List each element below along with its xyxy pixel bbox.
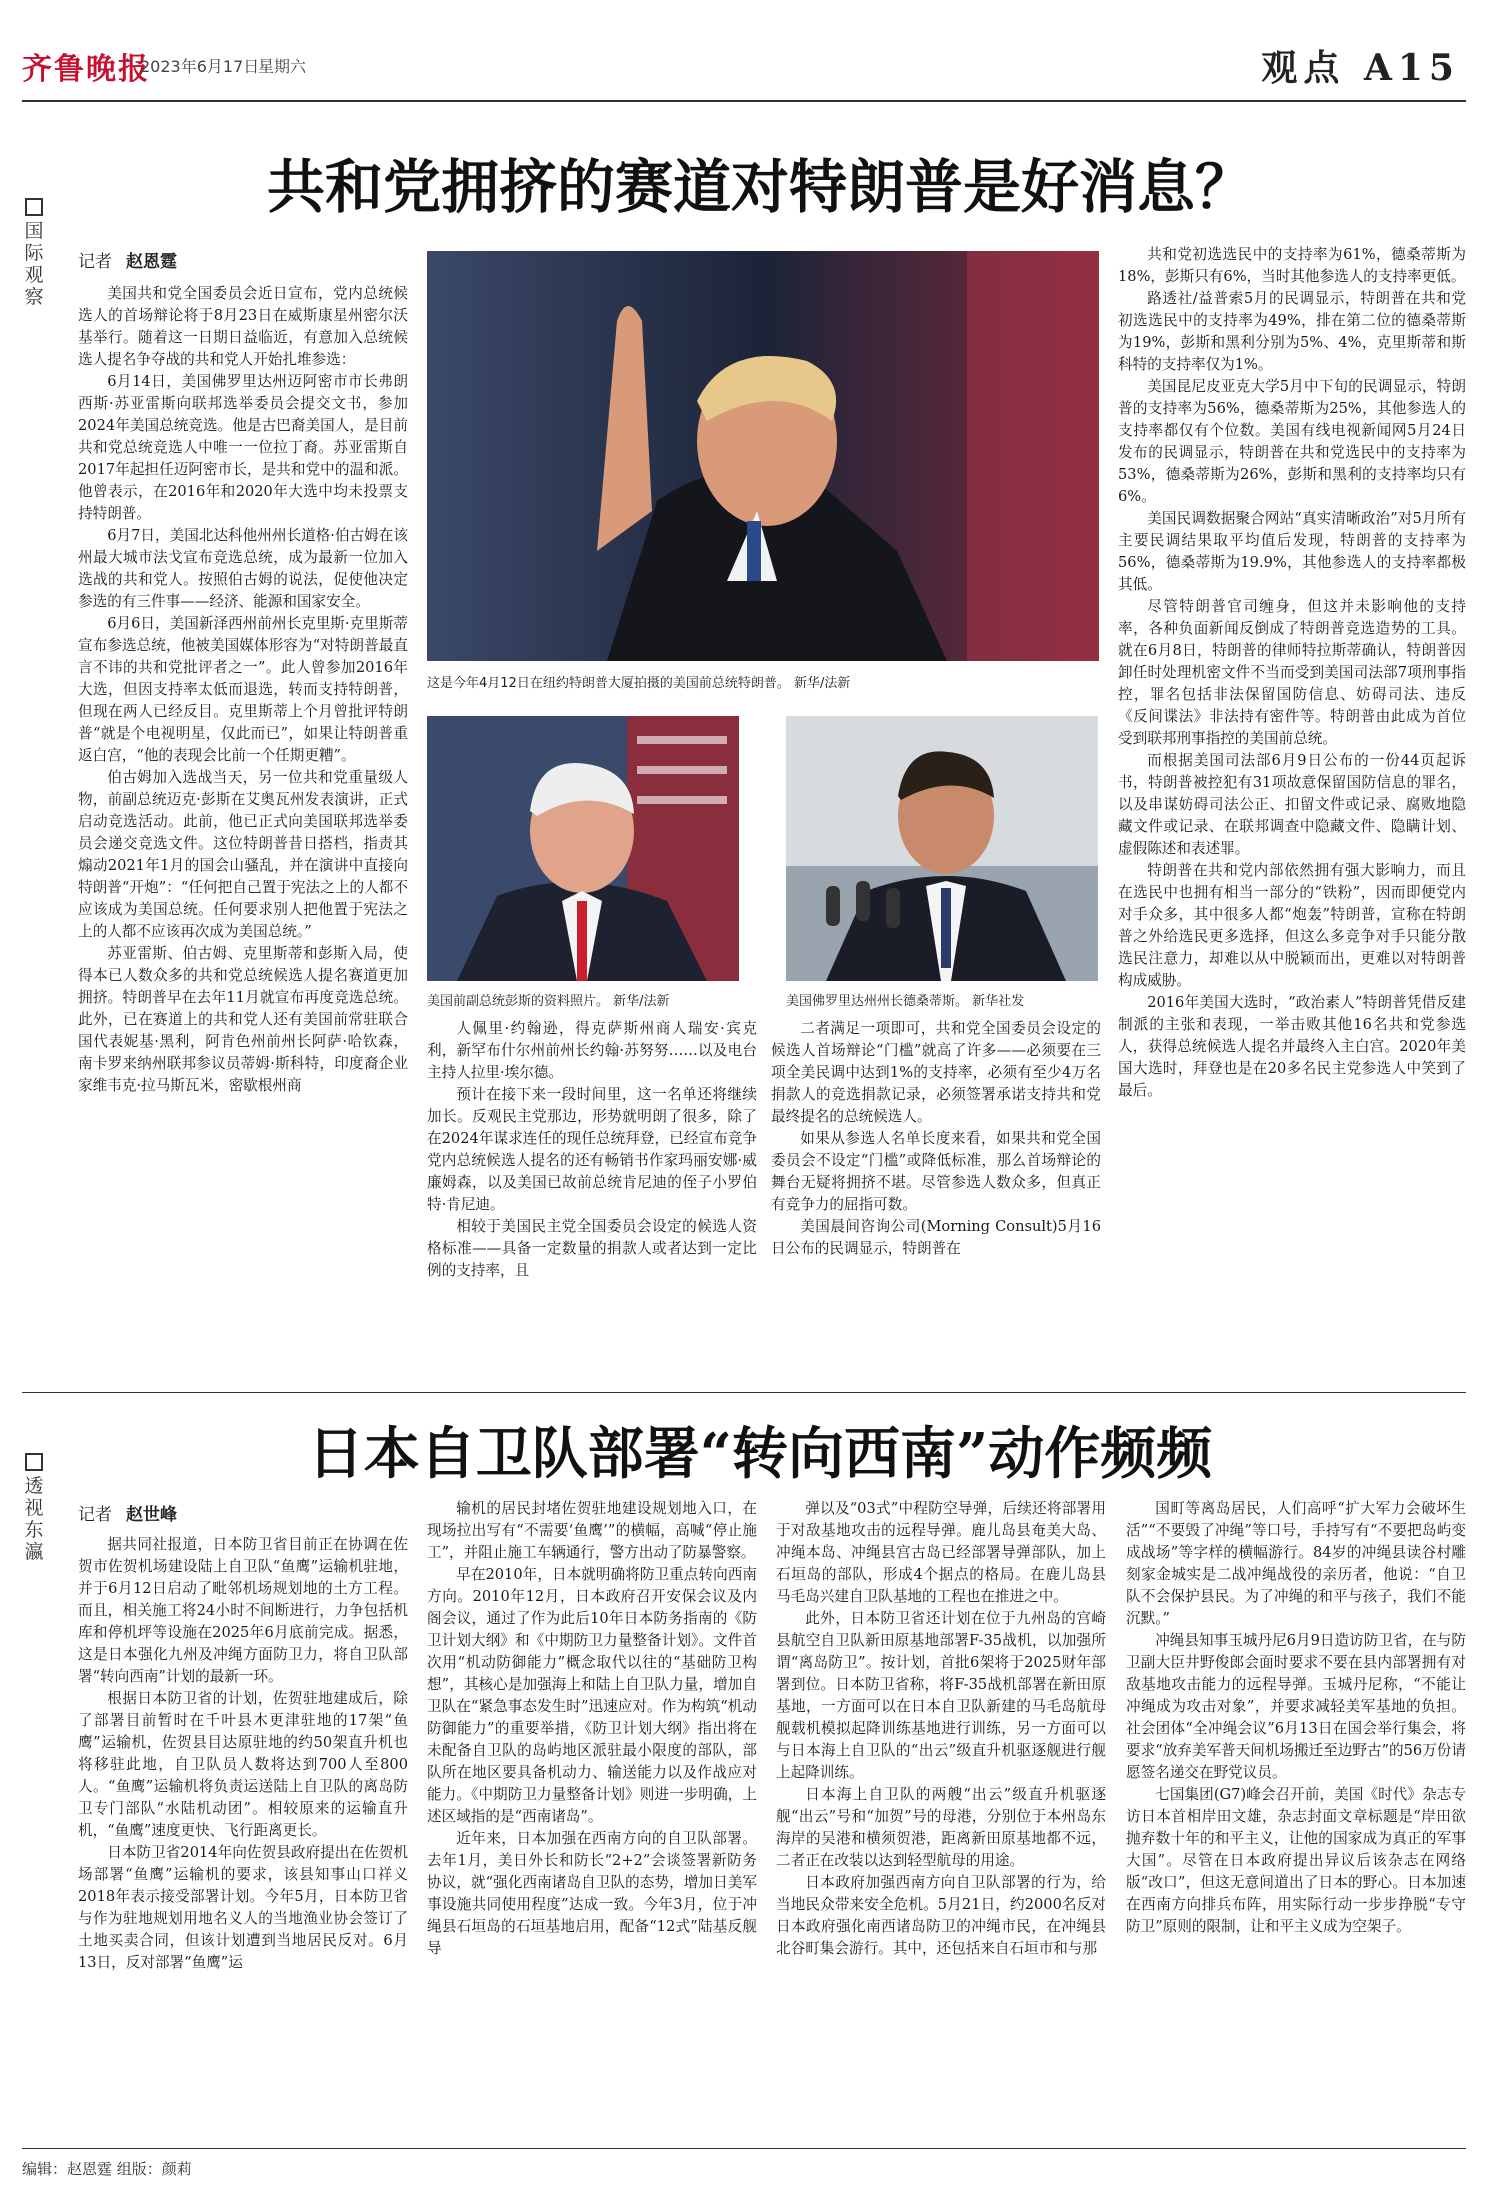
paragraph: 日本防卫省2014年向佐贺县政府提出在佐贺机场部署“鱼鹰”运输机的要求，该县知事山口祥义2018年表示接受部署计划。今年5月，日本防卫省与作为驻地规划用地名义人的当地渔业协会签订了土地买卖合同，但该计划遭到当地居民反对。6月13日，反对部署“鱼鹰”运 bbox=[78, 1844, 408, 1971]
byline-label: 记者 bbox=[78, 252, 112, 272]
paragraph: 相较于美国民主党全国委员会设定的候选人资格标准——具备一定数量的捐款人或者达到一定比例的支持率，且 bbox=[427, 1218, 757, 1279]
paragraph: 早在2010年，日本就明确将防卫重点转向西南方向。2010年12月，日本政府召开安保会议及内阁会议，通过了作为此后10年日本防务指南的《防卫计划大纲》和《中期防卫力量整备计划》。文件首次用“机动防御能力”概念取代以往的“基础防卫构想”，其核心是加强海上和陆上自卫队力量，增加自卫队在“紧急事态发生时”迅速应对。作为构筑“机动防御能力”的重要举措，《防卫计划大纲》指出将在未配备自卫队的岛屿地区派驻最小限度的部队，部队所在地区要具备机动力、输送能力以及作战应对能力。《中期防卫力量整备计划》则进一步明确，上述区域指的是“西南诸岛”。 bbox=[427, 1566, 757, 1825]
byline-name: 赵世峰 bbox=[126, 1505, 177, 1525]
paragraph: 6月6日，美国新泽西州前州长克里斯·克里斯蒂宣布参选总统，他被美国媒体形容为“对特朗普最直言不讳的共和党批评者之一”。此人曾参加2016年大选，但因支持率太低而退选，转而支持特朗普，但现在两人已经反目。克里斯蒂上个月曾批评特朗普“就是个电视明星，仅此而已”，如果让特朗普重返白宫，“他的表现会比前一个任期更糟”。 bbox=[78, 615, 408, 764]
photo-pence bbox=[427, 716, 739, 981]
article1-column-4 bbox=[1118, 244, 1466, 1384]
newspaper-logo: 齐鲁晚报 bbox=[22, 52, 150, 87]
photo-pence-caption: 美国前副总统彭斯的资料照片。 新华/法新 bbox=[427, 994, 670, 1009]
paragraph: 七国集团(G7)峰会召开前，美国《时代》杂志专访日本首相岸田文雄，杂志封面文章标题是“岸田欲抛弃数十年的和平主义，让他的国家成为真正的军事大国”。尽管在日本政府提出异议后该杂志在网络版“改口”，但这无意间道出了日本的野心。日本加速在西南方向排兵布阵，用实际行动一步步挣脱“专守防卫”原则的限制，让和平主义成为空架子。 bbox=[1126, 1786, 1466, 1935]
paragraph: 据共同社报道，日本防卫省目前正在协调在佐贺市佐贺机场建设陆上自卫队“鱼鹰”运输机驻地，并于6月12日启动了毗邻机场规划地的土方工程。而且，相关施工将24小时不间断进行，力争包括机库和停机坪等设施在2025年6月底前完成。据悉，这是日本强化九州及冲绳方面防卫力，将自卫队部署“转向西南”计划的最新一环。 bbox=[78, 1536, 408, 1685]
byline-label: 记者 bbox=[78, 1505, 112, 1525]
paragraph: 尽管特朗普官司缠身，但这并未影响他的支持率，各种负面新闻反倒成了特朗普竞选造势的工具。就在6月8日，特朗普的律师特拉斯蒂确认，特朗普因卸任时处理机密文件不当而受到美国司法部7项刑事指控，罪名包括非法保留国防信息、妨碍司法、违反《反间谍法》非法持有密件等。特朗普由此成为首位受到联邦刑事指控的美国前总统。 bbox=[1118, 598, 1466, 747]
paragraph: 人佩里·约翰逊，得克萨斯州商人瑞安·宾克利，新罕布什尔州前州长约翰·苏努努……以及电台主持人拉里·埃尔德。 bbox=[427, 1020, 757, 1081]
paragraph: 预计在接下来一段时间里，这一名单还将继续加长。反观民主党那边，形势就明朗了很多，除了在2024年谋求连任的现任总统拜登，已经宣布竞争党内总统候选人提名的还有畅销书作家玛丽安娜·威廉姆森，以及美国已故前总统肯尼迪的侄子小罗伯特·肯尼迪。 bbox=[427, 1086, 757, 1213]
article2-byline bbox=[78, 1500, 177, 1525]
paragraph: 苏亚雷斯、伯古姆、克里斯蒂和彭斯入局，使得本已人数众多的共和党总统候选人提名赛道更加拥挤。特朗普早在去年11月就宣布再度竞选总统。此外，已在赛道上的共和党人还有美国前常驻联合国代表妮基·黑利，阿肯色州前州长阿萨·哈钦森，南卡罗来纳州联邦参议员蒂姆·斯科特，印度裔企业家维韦克·拉马斯瓦米，密歇根州商 bbox=[78, 945, 408, 1094]
paragraph: 日本政府加强西南方向自卫队部署的行为，给当地民众带来安全危机。5月21日，约2000名反对日本政府强化南西诸岛防卫的冲绳市民，在冲绳县北谷町集会游行。其中，还包括来自石垣市和与那 bbox=[776, 1874, 1106, 1957]
section-page-label: 观点 A15 bbox=[1261, 47, 1460, 89]
article1-byline bbox=[78, 247, 177, 272]
paragraph: 国町等离岛居民，人们高呼“扩大军力会破坏生活”“不要毁了冲绳”等口号，手持写有“不要把岛屿变成战场”等字样的横幅游行。84岁的冲绳县读谷村雕刻家金城实是二战冲绳战役的亲历者，他说：“自卫队不会保护县民。为了冲绳的和平与孩子，我们不能沉默。” bbox=[1126, 1500, 1466, 1627]
paragraph: 此外，日本防卫省还计划在位于九州岛的宫崎县航空自卫队新田原基地部署F-35战机，以加强所谓“离岛防卫”。按计划，首批6架将于2025财年部署到位。日本防卫省称，将F-35战机部署在新田原基地，一方面可以在日本自卫队新建的马毛岛航母舰载机模拟起降训练基地进行训练，另一方面可以与日本海上自卫队的“出云”级直升机驱逐舰进行舰上起降训练。 bbox=[776, 1610, 1106, 1781]
paragraph: 而根据美国司法部6月9日公布的一份44页起诉书，特朗普被控犯有31项故意保留国防信息的罪名，以及串谋妨碍司法公正、扣留文件或记录、腐败地隐藏文件或记录、在联邦调查中隐藏文件、隐瞒计划、虚假陈述和表述罪。 bbox=[1118, 752, 1466, 857]
paragraph: 弹以及“03式”中程防空导弹，后续还将部署用于对敌基地攻击的远程导弹。鹿儿岛县奄美大岛、冲绳本岛、冲绳县宫古岛已经部署导弹部队，加上石垣岛的部队，形成4个据点的格局。在鹿儿岛县马毛岛兴建自卫队基地的工程也在推进之中。 bbox=[776, 1500, 1106, 1605]
paragraph: 如果从参选人名单长度来看，如果共和党全国委员会不设定“门槛”或降低标准，那么首场辩论的舞台无疑将拥挤不堪。尽管参选人数众多，但真正有竞争力的屈指可数。 bbox=[771, 1130, 1101, 1213]
paragraph: 根据日本防卫省的计划，佐贺驻地建成后，除了部署目前暂时在千叶县木更津驻地的17架“鱼鹰”运输机，佐贺县目达原驻地的约50架直升机也将移驻此地，自卫队员人数将达到700人至800人。“鱼鹰”运输机将负责运送陆上自卫队的离岛防卫专门部队“水陆机动团”。相较原来的运输直升机，“鱼鹰”速度更快、飞行距离更长。 bbox=[78, 1690, 408, 1839]
issue-date: 2023年6月17日 bbox=[140, 57, 260, 76]
paragraph: 6月7日，美国北达科他州州长道格·伯古姆在该州最大城市法戈宣布竞选总统，成为最新一位加入选战的共和党人。按照伯古姆的说法，促使他决定参选的有三件事——经济、能源和国家安全。 bbox=[78, 527, 408, 610]
paragraph: 二者满足一项即可，共和党全国委员会设定的候选人首场辩论“门槛”就高了许多——必须要在三项全美民调中达到1%的支持率，必须有至少4万名捐款人的竞选捐款记录，必须签署承诺支持共和党最终提名的总统候选人。 bbox=[771, 1020, 1101, 1125]
paragraph: 美国民调数据聚合网站“真实清晰政治”对5月所有主要民调结果取平均值后发现，特朗普的支持率为56%，德桑蒂斯为19.9%，其他参选人的支持率都极其低。 bbox=[1118, 510, 1466, 593]
photo-desantis-caption: 美国佛罗里达州州长德桑蒂斯。 新华社发 bbox=[786, 994, 1025, 1009]
photo-trump bbox=[427, 251, 1099, 661]
paragraph: 美国晨间咨询公司(Morning Consult)5月16日公布的民调显示，特朗普在 bbox=[771, 1218, 1101, 1257]
paragraph: 冲绳县知事玉城丹尼6月9日造访防卫省，在与防卫副大臣井野俊郎会面时要求不要在县内部署拥有对敌基地攻击能力的远程导弹。玉城丹尼称，“不能让冲绳成为攻击对象”，并要求减轻美军基地的负担。社会团体“全冲绳会议”6月13日在国会举行集会，将要求“放弃美军普天间机场搬迁至边野古”的56万份请愿签名递交在野党议员。 bbox=[1126, 1632, 1466, 1781]
article2-tag-text: 透 视 东 瀛 bbox=[24, 1475, 44, 1563]
article1-headline: 共和党拥挤的赛道对特朗普是好消息？ bbox=[266, 153, 1253, 221]
photo-desantis bbox=[786, 716, 1098, 981]
byline-name: 赵恩霆 bbox=[126, 252, 177, 272]
paragraph: 美国共和党全国委员会近日宣布，党内总统候选人的首场辩论将于8月23日在威斯康星州密尔沃基举行。随着这一日期日益临近，有意加入总统候选人提名争夺战的共和党人开始扎堆参选： bbox=[78, 285, 408, 368]
issue-weekday: 星期六 bbox=[258, 57, 307, 76]
paragraph: 伯古姆加入选战当天，另一位共和党重量级人物，前副总统迈克·彭斯在艾奥瓦州发表演讲，正式启动竞选活动。此前，他已正式向美国联邦选举委员会递交竞选文件。这位特朗普昔日搭档，指责其煽动2021年1月的国会山骚乱，并在演讲中直接向特朗普“开炮”：“任何把自己置于宪法之上的人都不应该成为美国总统。任何要求别人把他置于宪法之上的人都不应该再次成为美国总统。” bbox=[78, 769, 408, 940]
article2-headline: 日本自卫队部署“转向西南”动作频频 bbox=[307, 1421, 1213, 1487]
paragraph: 美国昆尼皮亚克大学5月中下旬的民调显示，特朗普的支持率为56%，德桑蒂斯为25%，其他参选人的支持率都仅有个位数。美国有线电视新闻网5月24日发布的民调显示，特朗普在共和党选民中的支持率为53%，德桑蒂斯为26%，彭斯和黑利的支持率均只有6%。 bbox=[1118, 378, 1466, 505]
article2-column-3 bbox=[776, 1498, 1106, 2140]
footer-rule bbox=[22, 2148, 1466, 2149]
article1-column-1 bbox=[78, 283, 408, 1373]
article2-section-tag bbox=[22, 1453, 46, 1563]
article1-section-tag bbox=[22, 198, 46, 308]
paragraph: 2016年美国大选时，“政治素人”特朗普凭借反建制派的主张和表现，一举击败其他16名共和党参选人，获得总统候选人提名并最终入主白宫。2020年美国大选时，拜登也是在20多名民主党参选人中笑到了最后。 bbox=[1118, 994, 1466, 1099]
paragraph: 输机的居民封堵佐贺驻地建设规划地入口，在现场拉出写有“不需要‘鱼鹰’”的横幅，高喊“停止施工”，并阻止施工车辆通行，警方出动了防暴警察。 bbox=[427, 1500, 757, 1561]
paragraph: 共和党初选选民中的支持率为61%，德桑蒂斯为18%，彭斯只有6%，当时其他参选人的支持率更低。 bbox=[1118, 246, 1466, 285]
paragraph: 日本海上自卫队的两艘“出云”级直升机驱逐舰“出云”号和“加贺”号的母港，分别位于本州岛东海岸的吴港和横须贺港，距离新田原基地都不远，二者正在改装以达到轻型航母的用途。 bbox=[776, 1786, 1106, 1869]
photo-trump-caption: 这是今年4月12日在纽约特朗普大厦拍摄的美国前总统特朗普。 新华/法新 bbox=[427, 676, 851, 691]
paragraph: 路透社/益普索5月的民调显示，特朗普在共和党初选选民中的支持率为49%，排在第二位的德桑蒂斯为19%，彭斯和黑利分别为5%、4%，克里斯蒂和斯科特的支持率仅为1%。 bbox=[1118, 290, 1466, 373]
footer-editor-credit: 编辑：赵恩霆 组版：颜莉 bbox=[22, 2160, 192, 2178]
paragraph: 6月14日，美国佛罗里达州迈阿密市市长弗朗西斯·苏亚雷斯向联邦选举委员会提交文书，参加2024年美国总统竞选。他是古巴裔美国人，是目前共和党总统竞选人中唯一一位拉丁裔。苏亚雷斯自2017年起担任迈阿密市长，是共和党中的温和派。他曾表示，在2016年和2020年大选中均未投票支持特朗普。 bbox=[78, 373, 408, 522]
article1-column-3 bbox=[771, 1018, 1101, 1378]
paragraph: 特朗普在共和党内部依然拥有强大影响力，而且在选民中也拥有相当一部分的“铁粉”，因而即便党内对手众多，其中很多人都“炮轰”特朗普，宣称在特朗普之外给选民更多选择，但这么多竞争对手只能分散选民注意力，却难以从中脱颖而出，更难以对特朗普构成威胁。 bbox=[1118, 862, 1466, 989]
article-divider-rule bbox=[22, 1392, 1466, 1393]
article1-tag-text: 国 际 观 察 bbox=[24, 220, 44, 308]
article2-column-4 bbox=[1126, 1498, 1466, 2140]
article2-column-2 bbox=[427, 1498, 757, 2140]
masthead-rule bbox=[22, 100, 1466, 102]
article2-column-1 bbox=[78, 1534, 408, 2139]
paragraph: 近年来，日本加强在西南方向的自卫队部署。去年1月，美日外长和防长“2+2”会谈签署新防务协议，就“强化西南诸岛自卫队的态势，增加日美军事设施共同使用程度”达成一致。今年3月，位于冲绳县石垣岛的石垣基地启用，配备“12式”陆基反舰导 bbox=[427, 1830, 757, 1957]
article1-column-2 bbox=[427, 1018, 757, 1378]
square-outline-icon bbox=[25, 1453, 43, 1471]
square-outline-icon bbox=[25, 198, 43, 216]
